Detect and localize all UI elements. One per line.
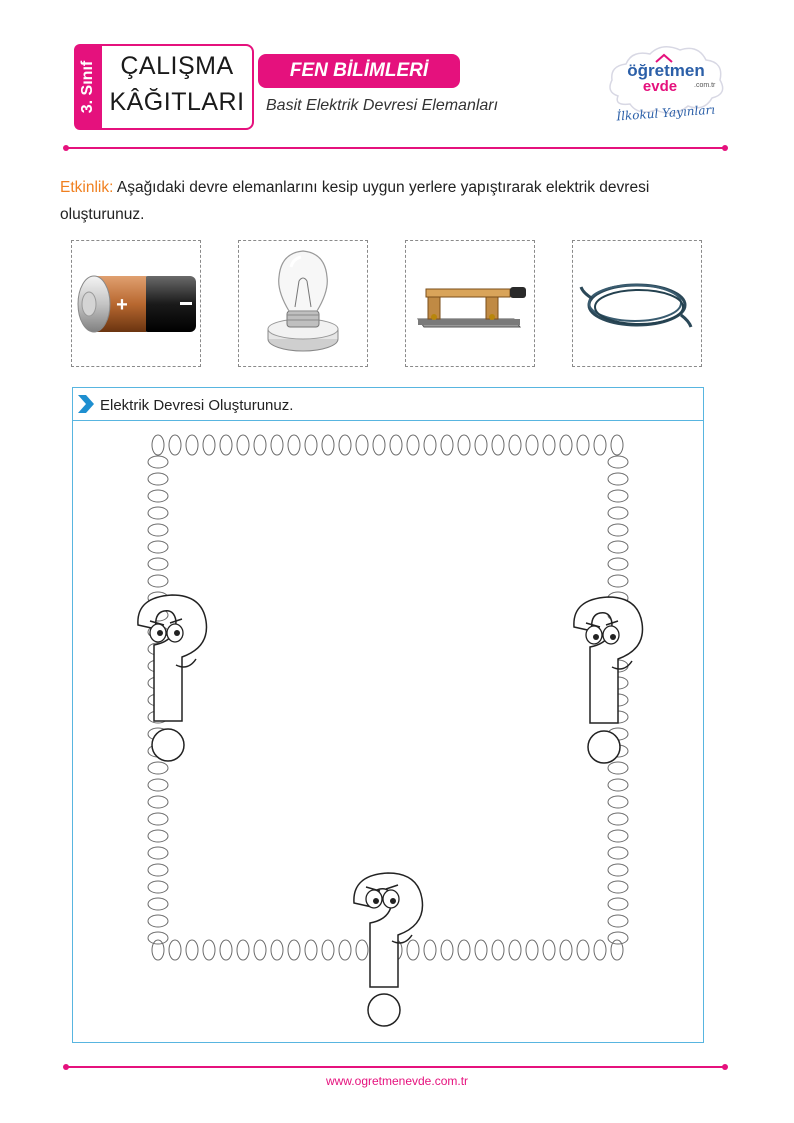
question-mark-icon-right (574, 597, 643, 763)
title-line-1: ÇALIŞMA (120, 52, 234, 80)
svg-text:+: + (116, 294, 128, 316)
logo-brand-bottom: evde (642, 78, 678, 95)
footer-rule (66, 1066, 726, 1068)
header-rule (66, 147, 726, 149)
topic-label: Basit Elektrik Devresi Elemanları (266, 97, 499, 114)
switch-card[interactable] (405, 240, 535, 367)
circuit-drop-zone[interactable] (80, 425, 696, 1035)
grade-label: 3. Sınıf (79, 60, 97, 114)
footer-rule-dot-right (722, 1064, 728, 1070)
question-mark-icon-bottom (354, 873, 423, 1026)
activity-lead: Etkinlik: (60, 179, 114, 196)
activity-instruction (60, 174, 700, 228)
knife-switch-icon (406, 241, 533, 365)
wire-coil-icon (573, 241, 700, 365)
activity-text: Aşağıdaki devre elemanlarını kesip uygun yerlere yapıştırarak elektrik devresi oluşturunuz. (60, 179, 650, 223)
battery-card[interactable] (71, 240, 201, 367)
subject-label: FEN BİLİMLERİ (289, 60, 429, 81)
title-line-2: KÂĞITLARI (109, 88, 245, 116)
chevron-right-icon (76, 393, 96, 419)
logo-domain: .com.tr (694, 82, 716, 89)
curly-frame (80, 425, 696, 1035)
light-bulb-icon (239, 241, 366, 365)
footer-website-link[interactable]: www.ogretmenevde.com.tr (325, 1074, 469, 1088)
wire-card[interactable] (572, 240, 702, 367)
logo-tagline: İlkokul Yayınları (615, 102, 716, 124)
publisher-logo (604, 40, 728, 130)
section-title: Elektrik Devresi Oluşturunuz. (100, 397, 294, 414)
header-rule-dot-right (722, 145, 728, 151)
battery-icon (72, 241, 199, 365)
logo-brand-top: öğretmen (627, 61, 705, 80)
bulb-card[interactable] (238, 240, 368, 367)
